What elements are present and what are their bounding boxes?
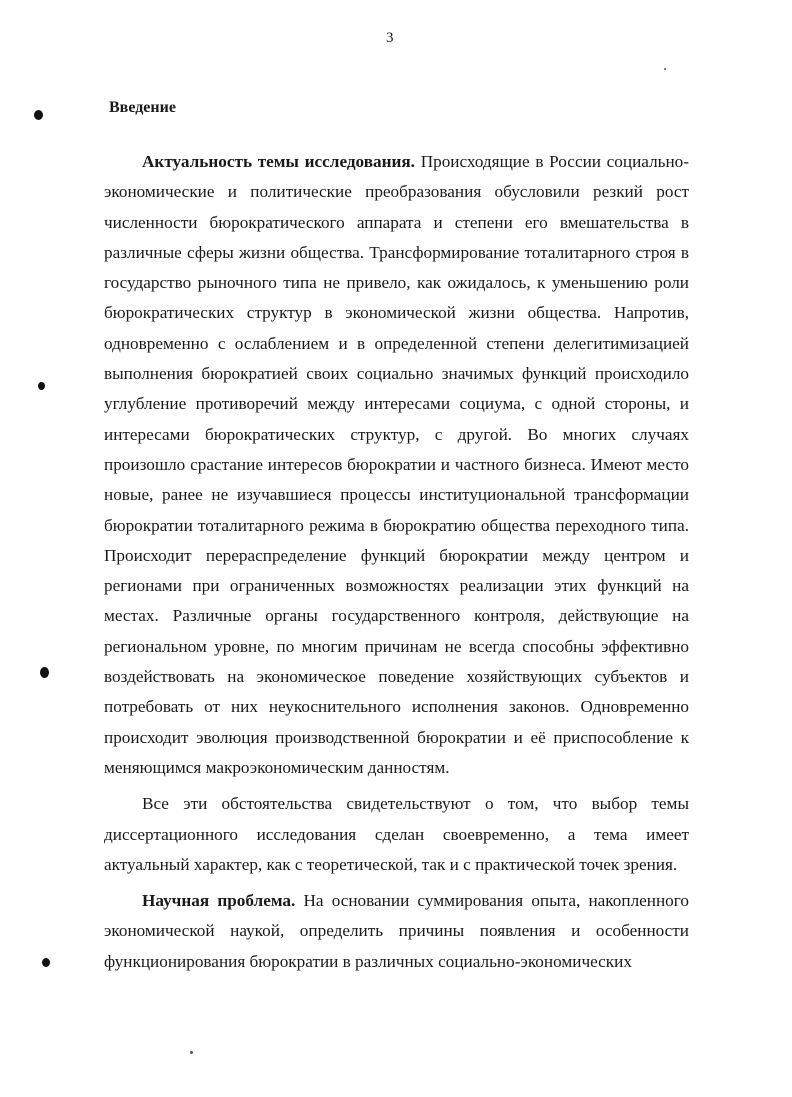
paragraph-relevance	[104, 147, 689, 783]
paragraph-text: На основании суммирования опыта, накопленного экономической наукой, определить причины появления и особенности функционирования бюрократии в различных социально-экономических	[104, 891, 689, 971]
paragraph-lead: Актуальность темы исследования.	[142, 152, 415, 171]
paragraph-lead: Научная проблема.	[142, 891, 296, 911]
paragraph-text: Происходящие в России социально-экономические и политические преобразования обусловили резкий рост численности бюрократического аппарата и степени его вмешательства в различные сферы жизни общества. Трансформирование тоталитарного строя в государство рыночного типа не привело, как ожидалось, к уменьшению роли бюрократических структур в экономической жизни общества. Напротив, одновременно с ослаблением и в определенной степени делегитимизацией выполнения бюрократией своих социально значимых функций происходило углубление противоречий между интересами социума, с одной стороны, и интересами бюрократических структур, с другой. Во многих случаях произошло срастание интересов бюрократии и частного бизнеса. Имеют место новые, ранее не изучавшиеся процессы институциональной трансформации бюрократии тоталитарного режима в бюрократию общества переходного типа. Происходит перераспределение функций бюрократии между центром и регионами при ограниченных возможностях реализации этих функций на местах. Различные органы государственного контроля, действующие на региональном уровне, по многим причинам не всегда способны эффективно воздействовать на экономическое поведение хозяйствующих субъектов и потребовать от них неукоснительного исполнения законов. Одновременно происходит эволюция производственной бюрократии и её приспособление к меняющимся макроэкономическим данностям.	[104, 152, 689, 777]
paragraph-text: Все эти обстоятельства свидетельствуют о том, что выбор темы диссертационного исследования сделан своевременно, а тема имеет актуальный характер, как с теоретической, так и с практической точек зрения.	[104, 794, 689, 874]
body-text	[104, 147, 689, 977]
punch-hole-mark	[38, 382, 45, 390]
punch-hole-mark	[42, 958, 50, 967]
punch-hole-mark	[34, 110, 43, 120]
paragraph-problem	[104, 886, 689, 977]
section-heading: Введение	[109, 99, 176, 116]
page-number: 3	[386, 30, 394, 46]
paragraph-conclusion	[104, 789, 689, 880]
scan-speck	[664, 68, 666, 70]
scan-speck	[190, 1051, 193, 1054]
punch-hole-mark	[40, 667, 49, 678]
